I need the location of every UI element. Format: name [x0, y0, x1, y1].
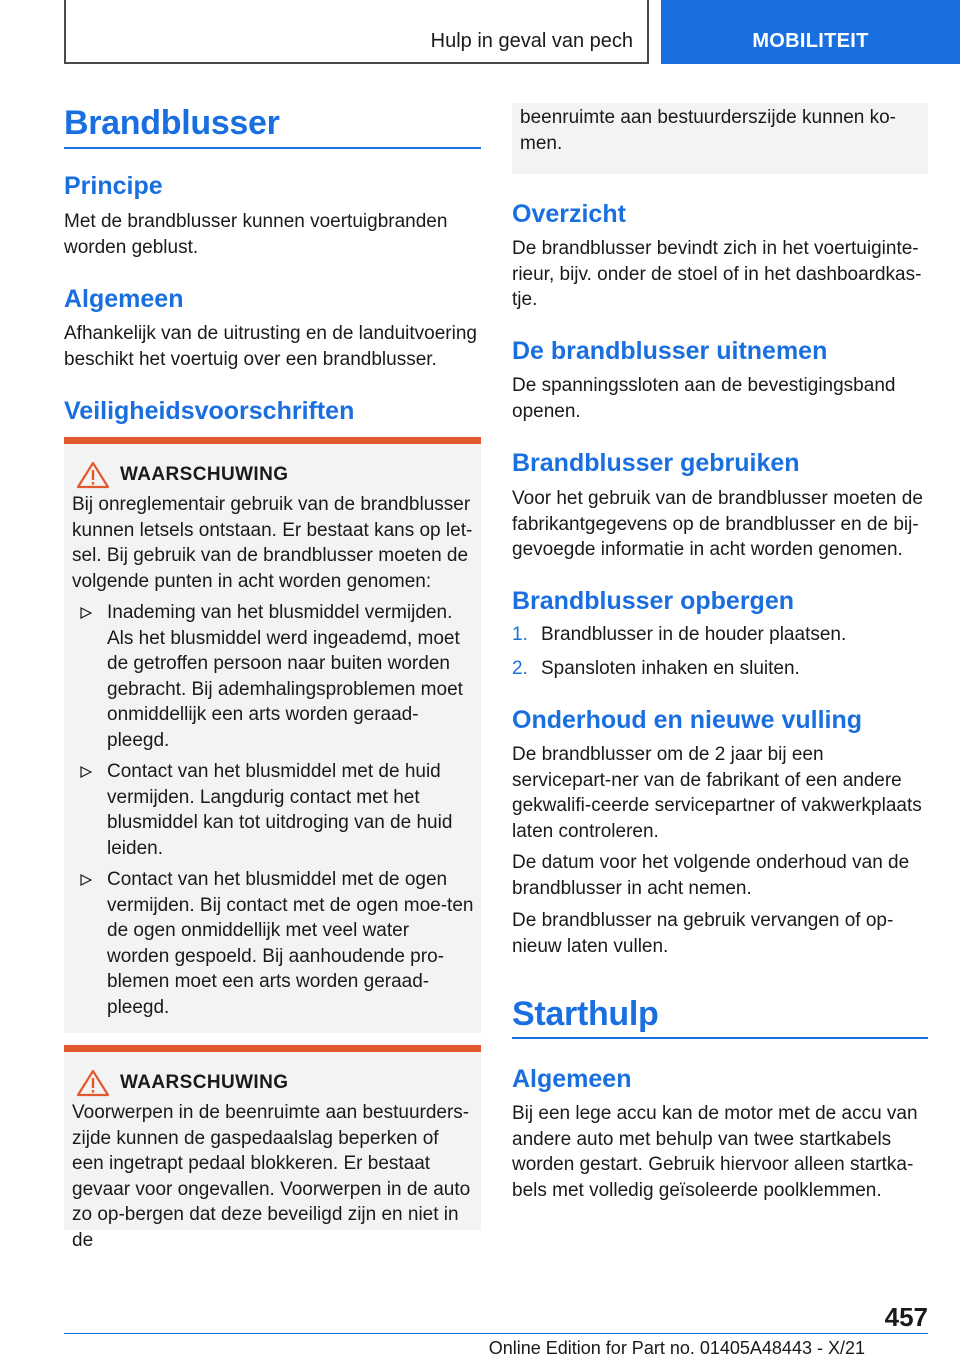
- algemeen-heading: Algemeen: [64, 285, 184, 313]
- list-item: Inademing van het blusmiddel vermijden. Als het blusmiddel werd ingeademd, moet de getroffen persoon naar buiten worden gebracht. Bij ademhalingsproblemen moet onmiddellijk een arts worden geraad-pleegd.: [72, 600, 475, 753]
- title-rule: [512, 1037, 928, 1039]
- list-item: Contact van het blusmiddel met de huid vermijden. Langdurig contact met het blusmiddel kan tot uitdroging van de huid leiden.: [72, 759, 475, 861]
- chapter-tab: [661, 0, 960, 64]
- principe-heading: Principe: [64, 172, 163, 200]
- warning-bar: [64, 437, 481, 444]
- list-item: Contact van het blusmiddel met de ogen vermijden. Bij contact met de ogen moe-ten de ogen onmiddellijk met veel water worden gespoeld. Bij aanhoudende pro-blemen moet een arts worden geraad-pleegd.: [72, 867, 475, 1020]
- overzicht-heading: Overzicht: [512, 200, 626, 228]
- title-rule: [64, 147, 481, 149]
- footer-rule: [64, 1333, 928, 1334]
- warning-text: Bij onreglementair gebruik van de brandblusser kunnen letsels ontstaan. Er bestaat kans op let-sel. Bij gebruik van de brandblusser moeten de volgende punten in acht worden genomen:: [72, 494, 473, 592]
- warning-box: [64, 1045, 481, 1251]
- step-number: 1.: [512, 624, 528, 645]
- overzicht-text: De brandblusser bevindt zich in het voertuiginte-rieur, bijv. onder de stoel of in het dashboardkas-tje.: [512, 238, 922, 310]
- onderhoud-heading: Onderhoud en nieuwe vulling: [512, 706, 863, 734]
- list-item: [512, 622, 928, 648]
- section-title: Starthulp: [512, 995, 659, 1033]
- page-number: 457: [884, 1302, 928, 1332]
- warning-triangle-icon: [76, 461, 110, 489]
- warning-continuation-text: beenruimte aan bestuurderszijde kunnen ko-men.: [520, 107, 897, 154]
- header-section-title: Hulp in geval van pech: [430, 30, 633, 52]
- bullet-triangle-icon: [80, 607, 92, 619]
- uitnemen-heading: De brandblusser uitnemen: [512, 337, 828, 365]
- onderhoud-text: De datum voor het volgende onderhoud van de brandblusser in acht nemen.: [512, 852, 910, 899]
- warning-bullet-list: [72, 600, 475, 1020]
- step-text: Spansloten inhaken en sluiten.: [541, 657, 800, 679]
- bullet-triangle-icon: [80, 766, 92, 778]
- footer-edition: Online Edition for Part no. 01405A48443 - X/21: [488, 1338, 865, 1358]
- onderhoud-text: De brandblusser na gebruik vervangen of op-nieuw laten vullen.: [512, 910, 894, 957]
- list-item: [512, 656, 928, 682]
- starthulp-algemeen-heading: Algemeen: [512, 1065, 632, 1093]
- safety-heading: Veiligheidsvoorschriften: [64, 397, 355, 425]
- principe-text: Met de brandblusser kunnen voertuigbranden worden geblust.: [64, 211, 448, 258]
- warning-text: Voorwerpen in de beenruimte aan bestuurders-zijde kunnen de gaspedaalslag beperken of een ingetrapt pedaal blokkeren. Er bestaat gevaar voor ongevallen. Voorwerpen in de auto zo op-bergen dat deze beveiligd zijn en niet in de: [72, 1102, 471, 1251]
- starthulp-text: Bij een lege accu kan de motor met de accu van andere auto met behulp van twee startkabels worden gestart. Gebruik hiervoor alleen startka-bels met volledig geïsoleerde poolklemmen.: [512, 1103, 918, 1201]
- step-number: 2.: [512, 657, 528, 679]
- warning-box: [64, 437, 481, 1033]
- step-text: Brandblusser in de houder plaatsen.: [541, 624, 847, 645]
- warning-triangle-icon: [76, 1069, 110, 1097]
- gebruiken-heading: Brandblusser gebruiken: [512, 449, 800, 477]
- onderhoud-text: De brandblusser om de 2 jaar bij een servicepart-ner van de fabrikant of een andere gekwalifi-ceerde servicepartner of vakwerkplaats laten controleren.: [512, 744, 922, 842]
- uitnemen-text: De spanningssloten aan de bevestigingsband openen.: [512, 375, 896, 422]
- warning-continuation-box: [512, 103, 928, 174]
- opbergen-heading: Brandblusser opbergen: [512, 587, 794, 615]
- opbergen-steps: [512, 622, 928, 689]
- chapter-tab-label: MOBILITEIT: [752, 30, 869, 52]
- gebruiken-text: Voor het gebruik van de brandblusser moeten de fabrikantgegevens op de brandblusser en de bij-gevoegde informatie in acht worden genomen.: [512, 488, 923, 560]
- algemeen-text: Afhankelijk van de uitrusting en de landuitvoering beschikt het voertuig over een brandblusser.: [64, 323, 477, 370]
- bullet-triangle-icon: [80, 874, 92, 886]
- page-title: Brandblusser: [64, 104, 280, 142]
- warning-bar: [64, 1045, 481, 1052]
- warning-title: WAARSCHUWING: [120, 464, 289, 485]
- warning-title: WAARSCHUWING: [120, 1072, 289, 1093]
- running-header: [64, 0, 649, 64]
